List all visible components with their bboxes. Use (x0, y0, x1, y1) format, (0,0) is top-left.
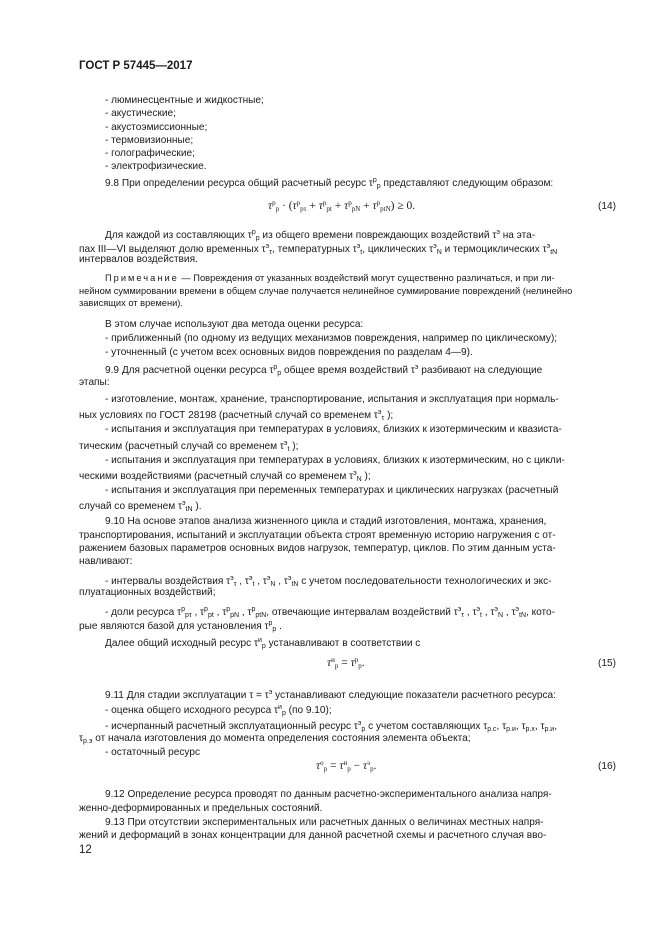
list-item: - приближенный (по одному из ведущих механизмов повреждения, например по циклическому); (105, 333, 558, 344)
paragraph-9-11: 9.11 Для стадии эксплуатации $\tau = \tau^э$ устанавливают следующие показатели расчетного ресурса: (105, 689, 556, 701)
general-resource-line: Далее общий исходный ресурс $\tau^и_р$ устанавливают в соответствии с (105, 637, 421, 650)
stage-4-line2: случай со временем $\tau^э_{tN}$ ). (79, 500, 202, 513)
note-line3: зависящих от времени). (79, 298, 183, 308)
stage-3-line1: - испытания и эксплуатация при температурах в условиях, близких к изотермическим, но с цикли- (105, 455, 565, 466)
paragraph-9-10-line3: ражением базовых параметров основных видов нагрузок, температур, циклов. По этим данным уста- (79, 543, 556, 554)
equation-number-16: (16) (598, 761, 616, 772)
intervals-line1: - интервалы воздействия $\tau^э_\tau$ , $\tau^э_t$ , $\tau^э_N$ , $\tau^э_{tN}$ с учетом последовательности технологических и экс- (105, 575, 552, 588)
note-line1: Примечание — Повреждения от указанных воздействий могут существенно различаться, и при ли- (105, 273, 555, 283)
document-header: ГОСТ Р 57445—2017 (79, 60, 193, 72)
paragraph-9-10-line4: навливают: (79, 556, 133, 567)
paragraph-9-10-line1: 9.10 На основе этапов анализа жизненного цикла и стадий изготовления, монтажа, хранения, (105, 516, 547, 527)
paragraph-9-8: 9.8 При определении ресурса общий расчетный ресурс $\tau^р_р$ представляют следующим образом: (105, 177, 554, 190)
list-item: - электрофизические. (105, 161, 207, 172)
paragraph-9-13-line1: 9.13 При отсутствии экспериментальных или расчетных данных о величинах местных напря- (105, 817, 544, 828)
paragraph-components-line1: Для каждой из составляющих $\tau^р_р$ из общего времени повреждающих воздействий $\tau^э$ на эта- (105, 229, 536, 242)
list-item: - акустические; (105, 108, 176, 119)
formula-16: $\tau^о_р = \tau^и_р - \tau^э_р$. (316, 759, 377, 773)
indicator-3: - остаточный ресурс (105, 747, 201, 758)
stage-2-line1: - испытания и эксплуатация при температурах в условиях, близких к изотермическим и квазиста- (105, 424, 562, 435)
stage-2-line2: тическим (расчетный случай со временем $\tau^э_t$ ); (79, 440, 299, 453)
page-number: 12 (79, 844, 92, 856)
paragraph-9-9-line2: этапы: (79, 377, 110, 388)
intervals-line2: плуатационных воздействий; (79, 587, 216, 598)
list-item: - термовизионные; (105, 135, 194, 146)
stage-1-line1: - изготовление, монтаж, хранение, транспортирование, испытания и эксплуатация при нормаль- (105, 394, 559, 405)
indicator-2-line1: - исчерпанный расчетный эксплуатационный ресурс $\tau^э_р$ с учетом составляющих $\tau_{р.с}$, $\tau_{р.и}$, $\tau_{р.х}$, $\tau_{р.и}$, (105, 720, 558, 733)
formula-14: $\tau^р_р \cdot (\tau^р_{р\tau} + \tau^р_{рt} + \tau^р_{рN} + \tau^р_{рtN}) \ge 0$. (268, 199, 416, 213)
paragraph-9-10-line2: транспортирования, испытаний и эксплуатации объекта строят временную историю нагружения с от- (79, 530, 556, 541)
stage-1-line2: ных условиях по ГОСТ 28198 (расчетный случай со временем $\tau^э_\tau$ ); (79, 409, 394, 422)
indicator-1: - оценка общего исходного ресурса $\tau^и_р$ (по 9.10); (105, 704, 332, 717)
stage-4-line1: - испытания и эксплуатация при переменных температурах и циклических нагрузках (расчетный (105, 485, 559, 496)
paragraph-9-9-line1: 9.9 Для расчетной оценки ресурса $\tau^р_р$ общее время воздействий $\tau^э$ разбивают на следующие (105, 364, 543, 377)
paragraph-components-line3: интервалов воздействия. (79, 254, 198, 265)
paragraph-components-line2: пах III—VI выделяют долю временных $\tau^э_\tau$, температурных $\tau^э_t$, циклических $\tau^э_N$ и термоциклических $\tau^э_{tN}$ (79, 243, 558, 256)
list-item: - акустоэмиссионные; (105, 122, 208, 133)
list-item: - голографические; (105, 148, 195, 159)
shares-line2: рые являются базой для установления $\tau^р_р$ . (79, 620, 282, 633)
indicator-2-line2: $\tau_{р.э}$ от начала изготовления до момента определения состояния элемента объекта; (79, 733, 471, 745)
paragraph-9-13-line2: жений и деформаций в зонах концентрации для данной расчетной схемы и расчетного случая вво- (79, 830, 547, 841)
paragraph-methods: В этом случае используют два метода оценки ресурса: (105, 319, 364, 330)
formula-15: $\tau^и_р = \tau^р_р$. (327, 656, 365, 670)
list-item: - люминесцентные и жидкостные; (105, 95, 264, 106)
equation-number-14: (14) (598, 201, 616, 212)
equation-number-15: (15) (598, 658, 616, 669)
paragraph-9-12-line1: 9.12 Определение ресурса проводят по данным расчетно-экспериментального анализа напря- (105, 789, 552, 800)
note-line2: нейном суммировании времени в общем случае получается нелинейное суммирование повреждений (нелинейно (79, 286, 573, 296)
paragraph-9-12-line2: женно-деформированных и предельных состояний. (79, 803, 323, 814)
stage-3-line2: ческими воздействиями (расчетный случай со временем $\tau^э_N$ ); (79, 470, 371, 483)
list-item: - уточненный (с учетом всех основных видов повреждения по разделам 4—9). (105, 347, 473, 358)
shares-line1: - доли ресурса $\tau^р_{р\tau}$ , $\tau^р_{рt}$ , $\tau^р_{рN}$ , $\tau^р_{рtN}$, отвечающие интервалам воздействий $\tau^э_\tau$ , $\tau^э_t$ , $\tau^э_N$ , $\tau^э_{tN}$, кото- (105, 606, 556, 619)
